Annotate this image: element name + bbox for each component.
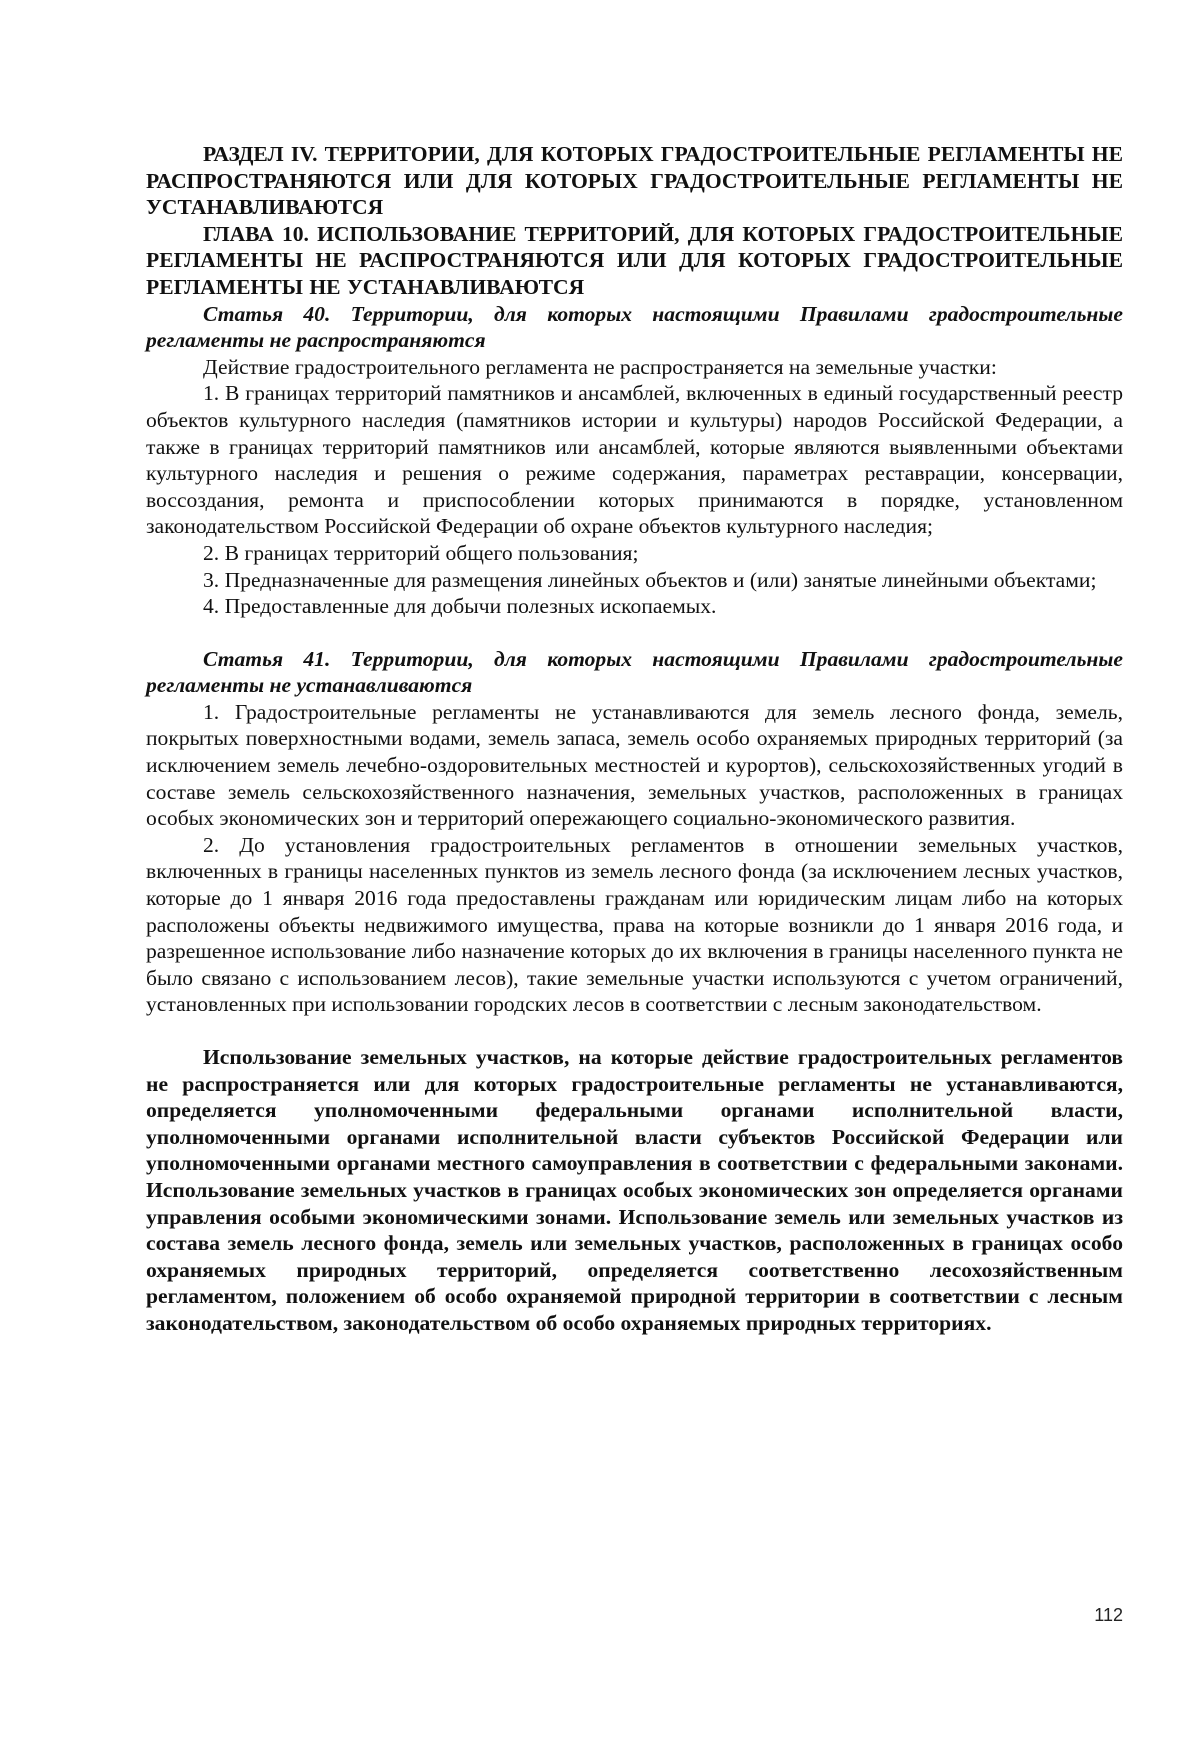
article-40-paragraph: Действие градостроительного регламента не распространяется на земельные участки: [203, 354, 997, 379]
page-number: 112 [1094, 1605, 1123, 1625]
article-40-paragraph: 4. Предоставленные для добычи полезных ископаемых. [203, 594, 717, 619]
article-40-paragraph: 3. Предназначенные для размещения линейных объектов и (или) занятые линейными объектами; [203, 567, 1097, 592]
article-40-title: Статья 40. Территории, для которых настоящими Правилами градостроительные регламенты не распространяются [146, 301, 1123, 353]
spacer [146, 1018, 1123, 1044]
chapter-heading: ГЛАВА 10. ИСПОЛЬЗОВАНИЕ ТЕРРИТОРИЙ, ДЛЯ КОТОРЫХ ГРАДОСТРОИТЕЛЬНЫЕ РЕГЛАМЕНТЫ НЕ РАСПРОСТРАНЯЮТСЯ ИЛИ ДЛЯ КОТОРЫХ ГРАДОСТРОИТЕЛЬНЫЕ РЕГЛАМЕНТЫ НЕ УСТАНАВЛИВАЮТСЯ [146, 221, 1123, 299]
document-page [146, 141, 1123, 1337]
closing-paragraph: Использование земельных участков, на которые действие градостроительных регламентов не распространяется или для которых градостроительные регламенты не устанавливаются, определяется уполномоченными федеральными органами исполнительной власти, уполномоченными органами исполнительной власти субъектов Российской Федерации или уполномоченными органами местного самоуправления в соответствии с федеральными законами. Использование земельных участков в границах особых экономических зон определяется органами управления особыми экономическими зонами. Использование земель или земельных участков из состава земель лесного фонда, земель или земельных участков, расположенных в границах особо охраняемых природных территорий, определяется соответственно лесохозяйственным регламентом, положением об особо охраняемой природной территории в соответствии с лесным законодательством, законодательством об особо охраняемых природных территориях. [146, 1045, 1123, 1335]
article-41-title: Статья 41. Территории, для которых настоящими Правилами градостроительные регламенты не устанавливаются [146, 646, 1123, 698]
article-40-paragraph: 2. В границах территорий общего пользования; [203, 540, 639, 565]
article-40-paragraph: 1. В границах территорий памятников и ансамблей, включенных в единый государственный реестр объектов культурного наследия (памятников истории и культуры) народов Российской Федерации, а также в границах территорий памятников или ансамблей, которые являются выявленными объектами культурного наследия и решения о режиме содержания, параметрах реставрации, консервации, воссоздания, ремонта и приспособлении которых принимаются в порядке, установленном законодательством Российской Федерации об охране объектов культурного наследия; [146, 381, 1123, 539]
section-heading: РАЗДЕЛ IV. ТЕРРИТОРИИ, ДЛЯ КОТОРЫХ ГРАДОСТРОИТЕЛЬНЫЕ РЕГЛАМЕНТЫ НЕ РАСПРОСТРАНЯЮТСЯ ИЛИ ДЛЯ КОТОРЫХ ГРАДОСТРОИТЕЛЬНЫЕ РЕГЛАМЕНТЫ НЕ УСТАНАВЛИВАЮТСЯ [146, 142, 1123, 220]
article-41-paragraph: 2. До установления градостроительных регламентов в отношении земельных участков, включенных в границы населенных пунктов из земель лесного фонда (за исключением лесных участков, которые до 1 января 2016 года предоставлены гражданам или юридическим лицам либо на которых расположены объекты недвижимого имущества, права на которые возникли до 1 января 2016 года, и разрешенное использование либо назначение которых до их включения в границы населенного пункта не было связано с использованием лесов), такие земельные участки используются с учетом ограничений, установленных при использовании городских лесов в соответствии с лесным законодательством. [146, 832, 1123, 1017]
article-41-paragraph: 1. Градостроительные регламенты не устанавливаются для земель лесного фонда, земель, покрытых поверхностными водами, земель запаса, земель особо охраняемых природных территорий (за исключением земель лечебно-оздоровительных местностей и курортов), сельскохозяйственных угодий в составе земель сельскохозяйственного назначения, земельных участков, расположенных в границах особых экономических зон и территорий опережающего социально-экономического развития. [146, 699, 1123, 831]
spacer [146, 620, 1123, 646]
